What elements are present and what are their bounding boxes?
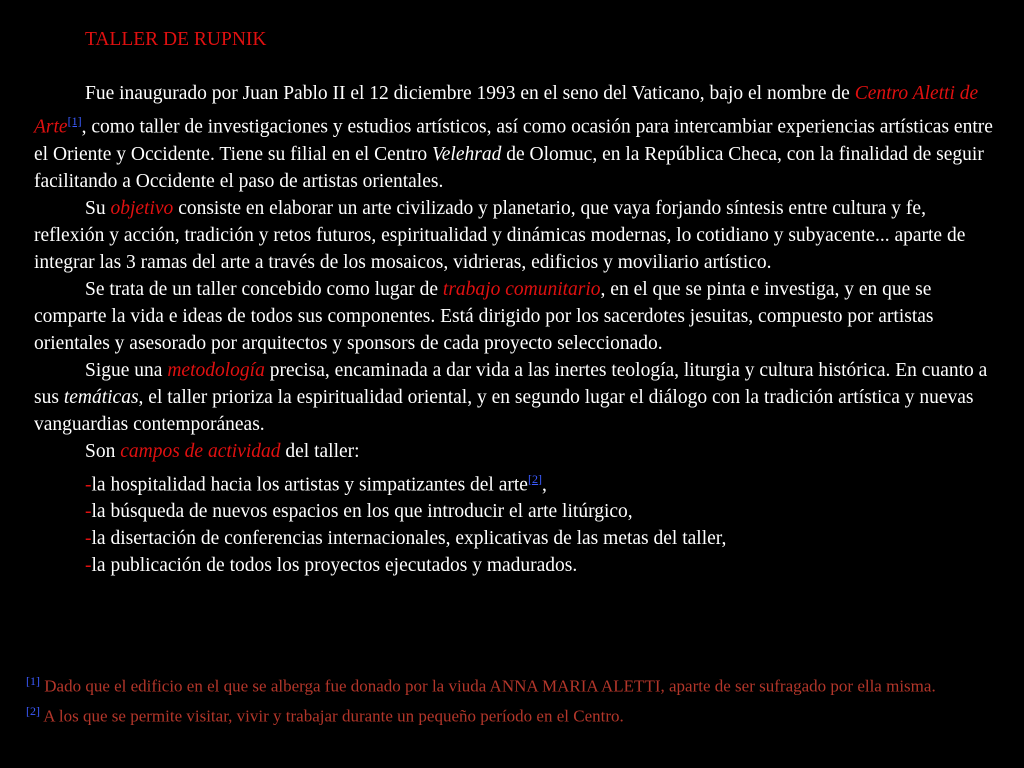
objetivo-term: objetivo (110, 197, 174, 219)
centro-aletti-term: Centro Aletti de Arte (34, 83, 979, 138)
list-dash: - (85, 528, 92, 549)
text: Son (85, 440, 121, 462)
text: Se trata de un taller concebido como lugar de (85, 278, 443, 300)
text: precisa, encaminada a dar vida a las inertes teología, liturgia y cultura histórica. En cuanto a sus (34, 359, 988, 408)
tematicas-term: temáticas (63, 386, 139, 408)
metodologia-term: metodología (167, 359, 265, 381)
footnote-back-link-1[interactable]: [1] (26, 674, 40, 688)
footnote-text: Dado que el edificio en el que se alberga fue donado por la viuda ANNA MARIA ALETTI, aparte de ser sufragado por ella misma. (40, 676, 936, 696)
footnote-ref-1 (68, 111, 82, 129)
footnote-text: A los que se permite visitar, vivir y trabajar durante un pequeño período en el Centro. (40, 706, 624, 726)
footnote-1 (26, 669, 996, 699)
campos-term: campos de actividad (120, 440, 281, 462)
text: Fue inaugurado por Juan Pablo II el 12 diciembre 1993 en el seno del Vaticano, bajo el nombre de (85, 83, 855, 104)
paragraph-metodologia (34, 357, 994, 438)
footnote-2 (26, 699, 996, 729)
paragraph-campos (34, 438, 994, 465)
list-item (85, 498, 994, 525)
footnotes (26, 669, 996, 728)
text: , el taller prioriza la espiritualidad oriental, y en segundo lugar el diálogo con la tradición artística y nuevas vanguardias contemporáneas. (34, 386, 974, 435)
footnote-link-2[interactable]: [2] (527, 471, 542, 486)
paragraph-trabajo (34, 276, 994, 357)
activity-list (34, 465, 994, 580)
text: de Olomuc, en la República Checa, con la finalidad de seguir facilitando a Occidente el paso de artistas orientales. (34, 143, 984, 192)
footnote-ref-2 (528, 469, 542, 487)
text: Su (85, 197, 111, 219)
list-item-text: la publicación de todos los proyectos ejecutados y madurados. (91, 555, 578, 576)
text: , (541, 474, 547, 495)
list-item (85, 465, 994, 499)
list-dash: - (85, 555, 92, 576)
text: , en el que se pinta e investiga, y en que se comparte la vida e ideas de todos sus componentes. Está dirigido por los sacerdotes jesuitas, compuesto por artistas orientales y asesorado por arquitectos y sponsors de cada proyecto seleccionado. (34, 278, 934, 354)
paragraph-intro (34, 80, 994, 195)
text: consiste en elaborar un arte civilizado y planetario, que vaya forjando síntesis entre cultura y fe, reflexión y acción, tradición y retos futuros, espiritualidad y dinámicas modernas, lo cotidiano y subyacente... aparte de integrar las 3 ramas del arte a través de los mosaicos, vidrieras, edificios y moviliario artístico. (34, 197, 966, 273)
text: , como taller de investigaciones y estudios artísticos, así como ocasión para intercambiar experiencias artísticas entre el Oriente y Occidente. Tiene su filial en el Centro (34, 116, 993, 165)
list-item-text: la hospitalidad hacia los artistas y simpatizantes del arte (91, 474, 528, 495)
list-item (85, 552, 994, 579)
main-content (34, 26, 994, 579)
page-title: TALLER DE RUPNIK (85, 29, 267, 50)
footnote-back-link-2[interactable]: [2] (26, 703, 40, 718)
list-item-text: la búsqueda de nuevos espacios en los que introducir el arte litúrgico, (91, 501, 633, 522)
list-item (85, 525, 994, 552)
list-dash: - (85, 501, 92, 522)
velehrad-term: Velehrad (432, 143, 502, 165)
footnote-link-1[interactable]: [1] (67, 114, 82, 128)
text: Sigue una (85, 359, 168, 381)
list-dash: - (85, 474, 92, 495)
paragraph-objetivo (34, 195, 994, 276)
trabajo-term: trabajo comunitario (442, 278, 601, 300)
text: del taller: (280, 440, 360, 462)
list-item-text: la disertación de conferencias internacionales, explicativas de las metas del taller, (91, 528, 727, 549)
